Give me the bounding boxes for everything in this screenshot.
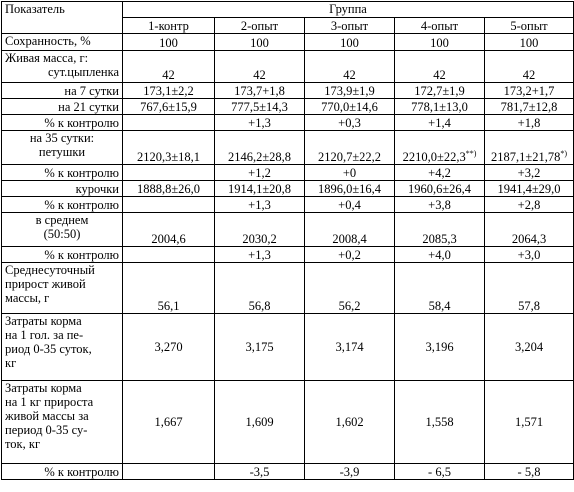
cell: 2187,1±21,78*): [485, 131, 574, 165]
cell: [123, 115, 215, 131]
cell: 173,2+1,7: [485, 83, 574, 99]
cell: 100: [395, 34, 485, 51]
cell: - 6,5: [395, 464, 485, 480]
row-label: Сохранность, %: [2, 34, 123, 51]
cell: 1,571: [485, 381, 574, 464]
row-label: на 7 сутки: [2, 83, 123, 99]
cell: +0,4: [305, 197, 395, 213]
cell: 2064,3: [485, 213, 574, 247]
row-label: [2, 381, 123, 464]
cell: [123, 247, 215, 263]
row-label: % к контролю: [2, 165, 123, 181]
cell: +1,2: [215, 165, 305, 181]
cell: 1,667: [123, 381, 215, 464]
table-row: [2, 165, 574, 181]
table-row: [2, 131, 574, 165]
row-label: % к контролю: [2, 115, 123, 131]
cell: 2008,4: [305, 213, 395, 247]
cell: +4,2: [395, 165, 485, 181]
row-label-line: Среднесуточный: [5, 263, 95, 277]
cell: 100: [123, 34, 215, 51]
cell: 42: [123, 51, 215, 83]
cell: 2030,2: [215, 213, 305, 247]
table-row: [2, 247, 574, 263]
cell: 1960,6±26,4: [395, 181, 485, 197]
table-row: [2, 51, 574, 83]
cell: 2120,7±22,2: [305, 131, 395, 165]
table-row: [2, 99, 574, 115]
cell: - 5,8: [485, 464, 574, 480]
cell: -3,9: [305, 464, 395, 480]
cell: +1,3: [215, 197, 305, 213]
cell: 767,6±15,9: [123, 99, 215, 115]
row-label-line: риод 0-35 суток,: [5, 342, 92, 356]
cell: +0,2: [305, 247, 395, 263]
cell: 42: [485, 51, 574, 83]
cell: 3,204: [485, 314, 574, 381]
table-row: [2, 263, 574, 314]
row-label: % к контролю: [2, 464, 123, 480]
cell: +1,3: [215, 115, 305, 131]
row-label: [2, 131, 123, 165]
cell: 100: [215, 34, 305, 51]
cell: 42: [305, 51, 395, 83]
row-label: [2, 263, 123, 314]
cell: [123, 165, 215, 181]
row-label: курочки: [2, 181, 123, 197]
row-label: % к контролю: [2, 247, 123, 263]
significance-mark: *): [560, 148, 568, 158]
row-label: [2, 314, 123, 381]
cell: 1896,0±16,4: [305, 181, 395, 197]
cell: 58,4: [395, 263, 485, 314]
table-row: [2, 464, 574, 480]
cell: 3,270: [123, 314, 215, 381]
cell: 1914,1±20,8: [215, 181, 305, 197]
row-label-line: на 35 сутки:: [29, 131, 95, 145]
table-row: [2, 314, 574, 381]
significance-mark: **): [465, 148, 477, 158]
cell: 2146,2±28,8: [215, 131, 305, 165]
cell: 100: [305, 34, 395, 51]
cell: 3,196: [395, 314, 485, 381]
row-label-line: петушки: [38, 145, 86, 159]
cell: 2085,3: [395, 213, 485, 247]
cell: 57,8: [485, 263, 574, 314]
cell: 100: [485, 34, 574, 51]
cell: 56,1: [123, 263, 215, 314]
table-row: [2, 181, 574, 197]
group-2: 2-опыт: [215, 18, 305, 34]
row-label-line: ток, кг: [5, 437, 41, 451]
cell: +0: [305, 165, 395, 181]
cell: 56,2: [305, 263, 395, 314]
group-1: 1-контр: [123, 18, 215, 34]
cell: 2210,0±22,3**): [395, 131, 485, 165]
row-label-line: массы, г: [5, 291, 50, 305]
row-label: % к контролю: [2, 197, 123, 213]
cell: 2120,3±18,1: [123, 131, 215, 165]
cell: 777,5±14,3: [215, 99, 305, 115]
cell: 1941,4±29,0: [485, 181, 574, 197]
table-row: [2, 34, 574, 51]
row-label-line: сут.цыпленка: [48, 65, 119, 79]
cell: +2,8: [485, 197, 574, 213]
cell: 770,0±14,6: [305, 99, 395, 115]
row-label-line: Живая масса, г:: [5, 51, 89, 65]
header-group: Группа: [123, 2, 574, 18]
table-row: [2, 213, 574, 247]
row-label: [2, 51, 123, 83]
cell: 1,609: [215, 381, 305, 464]
row-label-line: на 1 кг прироста: [5, 395, 94, 409]
row-label-line: Затраты корма: [5, 381, 82, 395]
group-3: 3-опыт: [305, 18, 395, 34]
table-row: [2, 197, 574, 213]
cell: +3,2: [485, 165, 574, 181]
table-row: [2, 83, 574, 99]
cell: 173,9±1,9: [305, 83, 395, 99]
row-label-line: (50:50): [43, 227, 81, 241]
cell: 42: [395, 51, 485, 83]
group-4: 4-опыт: [395, 18, 485, 34]
cell: +0,3: [305, 115, 395, 131]
cell: [123, 197, 215, 213]
cell: +1,8: [485, 115, 574, 131]
cell: +3,8: [395, 197, 485, 213]
row-label: [2, 213, 123, 247]
row-label-line: Затраты корма: [5, 314, 82, 328]
cell: 172,7±1,9: [395, 83, 485, 99]
cell: +4,0: [395, 247, 485, 263]
cell: 173,1±2,2: [123, 83, 215, 99]
data-table: [1, 1, 574, 480]
row-label-line: в среднем: [35, 213, 89, 227]
cell: +1,4: [395, 115, 485, 131]
cell: 42: [215, 51, 305, 83]
row-label-line: прирост живой: [5, 277, 86, 291]
group-5: 5-опыт: [485, 18, 574, 34]
cell: 1,602: [305, 381, 395, 464]
row-label-line: период 0-35 су-: [5, 423, 88, 437]
cell: 778,1±13,0: [395, 99, 485, 115]
cell: +3,0: [485, 247, 574, 263]
row-label-line: живой массы за: [5, 409, 89, 423]
cell: 781,7±12,8: [485, 99, 574, 115]
cell: 3,175: [215, 314, 305, 381]
cell: 1888,8±26,0: [123, 181, 215, 197]
row-label-line: на 1 гол. за пе-: [5, 328, 84, 342]
cell: 3,174: [305, 314, 395, 381]
header-indicator: Показатель: [2, 2, 123, 34]
row-label: на 21 сутки: [2, 99, 123, 115]
table-row: [2, 115, 574, 131]
cell: +1,3: [215, 247, 305, 263]
cell: 1,558: [395, 381, 485, 464]
cell: [123, 464, 215, 480]
cell: 173,7+1,8: [215, 83, 305, 99]
cell: 56,8: [215, 263, 305, 314]
table-row: [2, 381, 574, 464]
cell: 2004,6: [123, 213, 215, 247]
row-label-line: кг: [5, 356, 17, 370]
cell: -3,5: [215, 464, 305, 480]
